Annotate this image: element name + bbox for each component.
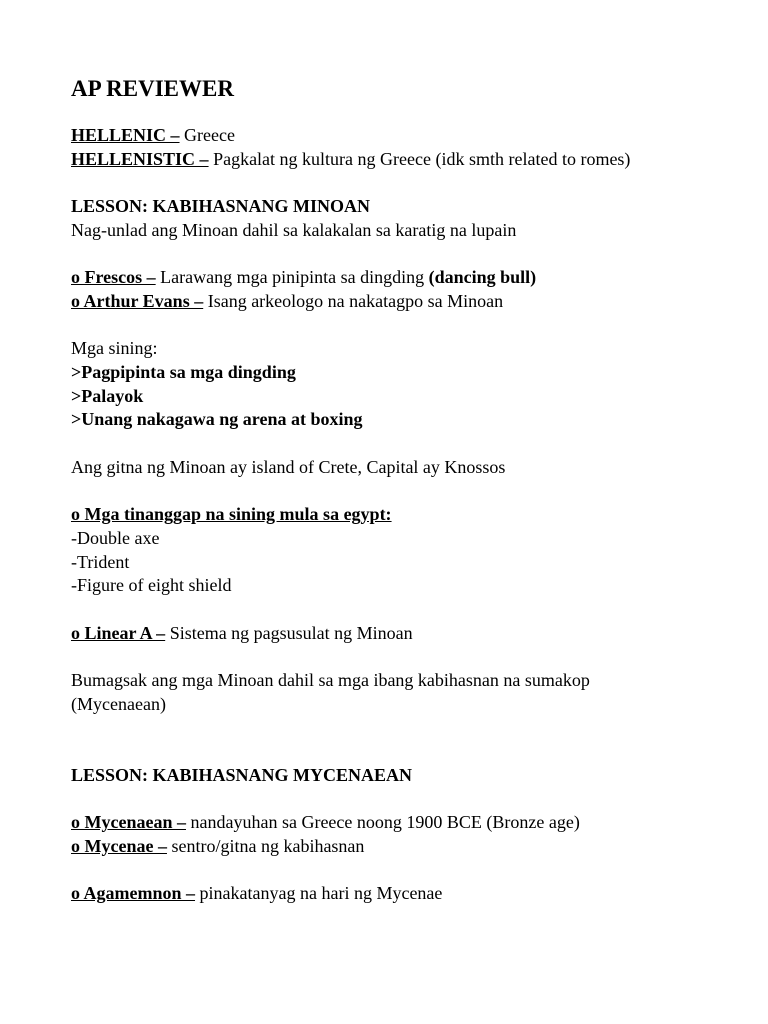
term-mycenae <box>71 835 731 859</box>
term-definition: nandayuhan sa Greece noong 1900 BCE (Bronze age) <box>190 812 580 833</box>
document-page <box>71 72 731 906</box>
term-definition: Isang arkeologo na nakatagpo sa Minoan <box>207 290 504 311</box>
list-item: -Double axe <box>71 527 160 548</box>
term-label: o Mycenaean – <box>71 812 186 833</box>
lesson-heading-mycenaean: LESSON: KABIHASNANG MYCENAEAN <box>71 764 413 785</box>
spacer <box>71 243 731 267</box>
term-label: o Arthur Evans – <box>71 290 204 311</box>
term-label: o Linear A – <box>71 622 166 643</box>
spacer <box>71 314 731 338</box>
spacer <box>71 432 731 456</box>
term-definition: Pagkalat ng kultura ng Greece (idk smth related to romes) <box>213 148 631 169</box>
term-agamemnon <box>71 882 731 906</box>
spacer <box>71 788 731 812</box>
spacer <box>71 171 731 195</box>
lesson-heading-minoan: LESSON: KABIHASNANG MINOAN <box>71 196 371 217</box>
term-definition: pinakatanyag na hari ng Mycenae <box>199 883 443 904</box>
term-label: o Agamemnon – <box>71 883 196 904</box>
term-label: HELLENISTIC – <box>71 148 209 169</box>
term-note: (dancing bull) <box>428 267 537 288</box>
term-definition: sentro/gitna ng kabihasnan <box>171 835 365 856</box>
spacer <box>71 598 731 622</box>
minoan-center: Ang gitna ng Minoan ay island of Crete, Capital ay Knossos <box>71 456 506 477</box>
spacer <box>71 716 731 763</box>
term-definition: Greece <box>184 125 235 145</box>
minoan-intro: Nag-unlad ang Minoan dahil sa kalakalan sa karatig na lupain <box>71 219 517 240</box>
minoan-fall: Bumagsak ang mga Minoan dahil sa mga ibang kabihasnan na sumakop <box>71 670 590 691</box>
spacer <box>71 479 731 503</box>
spacer <box>71 645 731 669</box>
list-item: -Trident <box>71 551 130 572</box>
term-label: HELLENIC – <box>71 125 180 145</box>
term-frescos <box>71 266 731 290</box>
document-title: AP REVIEWER <box>71 76 234 101</box>
spacer <box>71 859 731 883</box>
term-arthur-evans <box>71 290 731 314</box>
list-item: >Palayok <box>71 385 144 406</box>
list-item: >Unang nakagawa ng arena at boxing <box>71 409 363 430</box>
term-definition: Larawang mga pinipinta sa dingding <box>160 267 425 288</box>
term-definition: Sistema ng pagsusulat ng Minoan <box>169 622 413 643</box>
list-item: >Pagpipinta sa mga dingding <box>71 361 296 382</box>
term-mycenaean <box>71 811 731 835</box>
arts-label: Mga sining: <box>71 338 158 359</box>
term-linear-a <box>71 622 731 646</box>
term-hellenic <box>71 124 731 148</box>
term-label: o Mycenae – <box>71 835 167 856</box>
term-hellenistic <box>71 148 731 172</box>
term-label: o Frescos – <box>71 267 156 288</box>
egypt-heading: o Mga tinanggap na sining mula sa egypt: <box>71 504 392 525</box>
list-item: -Figure of eight shield <box>71 575 232 596</box>
minoan-fall-cont: (Mycenaean) <box>71 693 166 714</box>
